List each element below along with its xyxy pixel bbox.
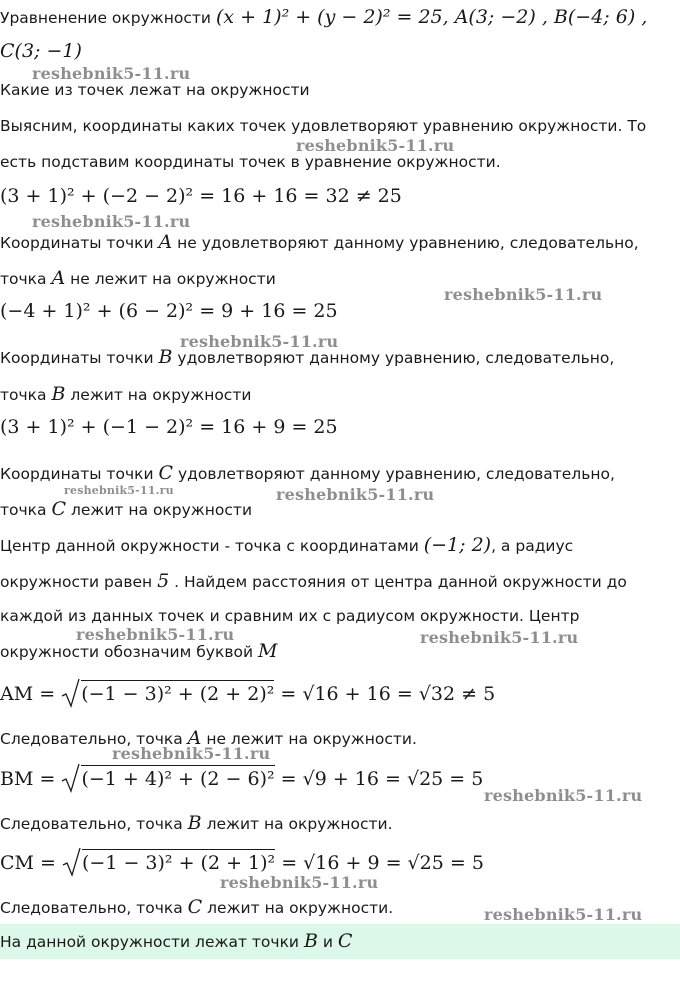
answer-line: На данной окружности лежат точки B и C [0,930,353,952]
watermark: reshebnik5-11.ru [420,628,579,647]
var-a: A [51,267,66,289]
equation-point-b: (−4 + 1)² + (6 − 2)² = 9 + 16 = 25 [0,300,338,322]
cm-radicand: (−1 − 3)² + (2 + 1)² [82,849,275,874]
var-b: B [187,812,202,834]
bm-lhs: BM = [0,768,56,790]
conclusion-a-line-2: точка A не лежит на окружности [0,267,276,289]
watermark: reshebnik5-11.ru [444,285,603,304]
problem-intro: Уравненение окружности [0,9,211,27]
watermark: reshebnik5-11.ru [180,332,339,351]
equation-point-c: (3 + 1)² + (−1 − 2)² = 16 + 9 = 25 [0,416,338,438]
am-rhs: = √16 + 16 = √32 ≠ 5 [280,683,496,705]
watermark: reshebnik5-11.ru [64,484,174,497]
watermark: reshebnik5-11.ru [220,873,379,892]
bm-radicand: (−1 + 4)² + (2 − 6)² [81,765,274,790]
conclusion-b-line-1: Координаты точки B удовлетворяют данному уравнению, следовательно, [0,346,615,368]
center-line-4: окружности обозначим буквой M [0,640,278,662]
explanation-line-2: есть подставим координаты точек в уравнение окружности. [0,153,501,171]
sqrt-sign-icon [61,763,81,793]
cm-lhs: CM = [0,852,56,874]
watermark: reshebnik5-11.ru [276,485,435,504]
watermark: reshebnik5-11.ru [32,64,191,83]
watermark: reshebnik5-11.ru [112,744,271,763]
bm-distance [0,763,483,793]
am-radicand: (−1 − 3)² + (2 + 2)² [81,680,274,705]
radius-value: 5 [157,570,170,592]
conclusion-c-line-2: точка C лежит на окружности [0,498,253,520]
point-c-line [0,40,82,63]
var-c: C [187,896,203,918]
am-lhs: AM = [0,683,56,705]
bm-rhs: = √9 + 16 = √25 = 5 [280,768,484,790]
watermark: reshebnik5-11.ru [484,905,643,924]
equation-point-a: (3 + 1)² + (−2 − 2)² = 16 + 16 = 32 ≠ 25 [0,185,402,207]
conclusion-b-line-2: точка B лежит на окружности [0,383,252,405]
var-b: B [51,383,66,405]
answer-var-b: B [303,930,318,952]
am-distance [0,678,495,708]
conclusion-a-line-1: Координаты точки A не удовлетворяют данному уравнению, следовательно, [0,231,639,253]
var-c: C [51,498,67,520]
var-m: M [257,640,278,662]
point-c: C(3; −1) [0,40,82,62]
watermark: reshebnik5-11.ru [76,625,235,644]
var-b: B [158,346,173,368]
sqrt-sign-icon [61,678,81,708]
conclusion-c-line-1: Координаты точки C удовлетворяют данному уравнению, следовательно, [0,462,615,484]
cm-rhs: = √16 + 9 = √25 = 5 [281,852,484,874]
var-c: C [158,462,174,484]
center-line-1: Центр данной окружности - точка с координатами (−1; 2), а радиус [0,534,574,556]
center-line-2: окружности равен 5 . Найдем расстояния от центра данной окружности до [0,570,627,592]
sqrt-sign-icon [62,847,82,877]
problem-statement [0,6,647,29]
var-a: A [158,231,173,253]
answer-var-c: C [337,930,353,952]
center-coordinates: (−1; 2) [423,534,492,556]
am-conclusion: Следовательно, точка A не лежит на окружности. [0,727,417,749]
watermark: reshebnik5-11.ru [32,212,191,231]
explanation-line-1: Выясним, координаты каких точек удовлетворяют уравнению окружности. То [0,117,647,135]
center-line-3: каждой из данных точек и сравним их с радиусом окружности. Центр [0,607,580,625]
var-a: A [187,727,202,749]
bm-conclusion: Следовательно, точка B лежит на окружности. [0,812,393,834]
watermark: reshebnik5-11.ru [484,786,643,805]
cm-conclusion: Следовательно, точка C лежит на окружности. [0,896,394,918]
question: Какие из точек лежат на окружности [0,81,310,99]
circle-equation: (x + 1)² + (y − 2)² = 25, A(3; −2) , B(−4; 6) , [215,6,648,28]
watermark: reshebnik5-11.ru [296,136,455,155]
